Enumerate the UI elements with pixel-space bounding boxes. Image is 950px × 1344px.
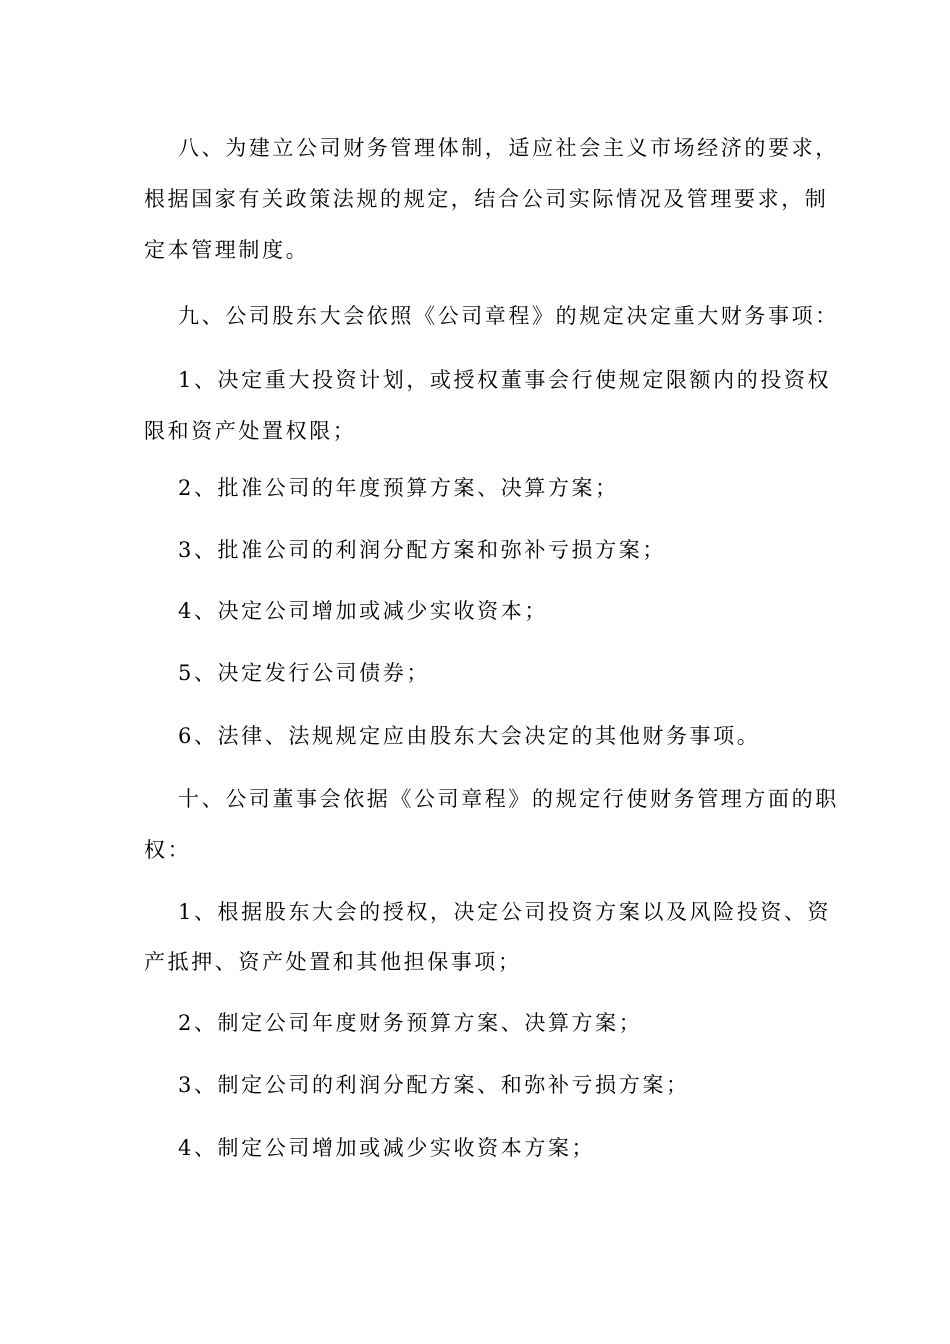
clause-10-item-2: 2、制定公司年度财务预算方案、决算方案； [178,1011,643,1035]
clause-10-item-3: 3、制定公司的利润分配方案、和弥补亏损方案； [178,1073,690,1097]
clause-9-heading: 九、公司股东大会依照《公司章程》的规定决定重大财务事项： [178,304,839,328]
clause-9-item-2: 2、批准公司的年度预算方案、决算方案； [178,476,619,500]
clause-9-item-1-line-1: 1、决定重大投资计划，或授权董事会行使规定限额内的投资权 [178,368,832,392]
clause-10-heading-line-2: 权： [144,838,192,862]
clause-10-heading-line-1: 十、公司董事会依据《公司章程》的规定行使财务管理方面的职 [178,787,839,811]
clause-9-item-3: 3、批准公司的利润分配方案和弥补亏损方案； [178,538,666,562]
clause-10-item-1-line-2: 产抵押、资产处置和其他担保事项； [144,950,522,974]
clause-9-item-6: 6、法律、法规规定应由股东大会决定的其他财务事项。 [178,724,761,748]
clause-10-item-4: 4、制定公司增加或减少实收资本方案； [178,1136,596,1160]
clause-10-item-1-line-1: 1、根据股东大会的授权，决定公司投资方案以及风险投资、资 [178,900,832,924]
clause-9-item-5: 5、决定发行公司债券； [178,661,430,685]
clause-9-item-4: 4、决定公司增加或减少实收资本； [178,599,548,623]
clause-8-line-1: 八、为建立公司财务管理体制，适应社会主义市场经济的要求， [178,136,839,160]
clause-8-line-2: 根据国家有关政策法规的规定，结合公司实际情况及管理要求，制 [144,187,829,211]
clause-8-line-3: 定本管理制度。 [144,238,310,262]
clause-9-item-1-line-2: 限和资产处置权限； [144,419,357,443]
